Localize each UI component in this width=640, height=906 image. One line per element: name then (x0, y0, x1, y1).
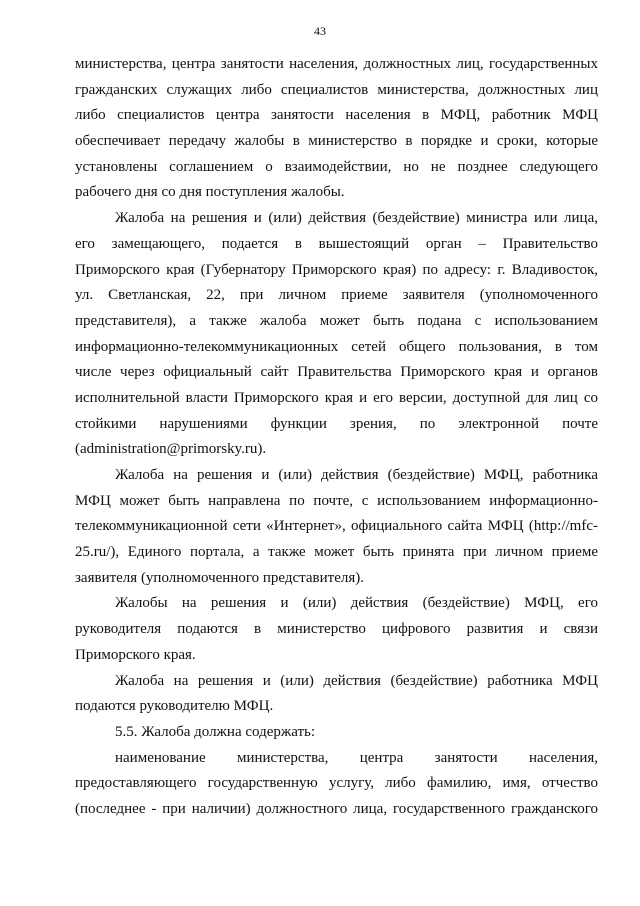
text-line: рабочего дня со дня поступления жалобы. (75, 184, 345, 201)
text-line: Приморского края. (75, 646, 196, 663)
text-line: информационно-телекоммуникационных сетей общего пользования, в том (75, 338, 598, 355)
text-line: представителя), а также жалоба может быть подана с использованием (75, 312, 598, 329)
text-line: ул. Светланская, 22, при личном приеме заявителя (уполномоченного (75, 287, 598, 304)
text-line: Приморского края (Губернатору Приморского края) по адресу: г. Владивосток, (75, 261, 598, 278)
text-line: 5.5. Жалоба должна содержать: (115, 723, 316, 740)
text-line: заявителя (уполномоченного представителя). (75, 569, 365, 586)
text-line: МФЦ может быть направлена по почте, с использованием информационно- (75, 492, 598, 509)
text-line: наименование министерства, центра занятости населения, (115, 749, 598, 766)
text-line: либо специалистов центра занятости населения в МФЦ, работник МФЦ (75, 107, 598, 124)
text-line: стойкими нарушениями функции зрения, по электронной почте (75, 415, 598, 432)
text-line: Жалоба на решения и (или) действия (бездействие) МФЦ, работника (115, 467, 598, 483)
text-line: (administration@primorsky.ru). (75, 441, 267, 458)
text-line: исполнительной власти Приморского края и его версии, доступной для лиц со (75, 389, 598, 406)
text-line: Жалобы на решения и (или) действия (бездействие) МФЦ, его (115, 595, 598, 612)
text-line: обеспечивает передачу жалобы в министерство в порядке и сроки, которые (75, 133, 598, 150)
text-line: министерства, центра занятости населения, должностных лиц, государственных (75, 56, 598, 72)
text-line: Жалоба на решения и (или) действия (бездействие) министра или лица, (115, 210, 598, 227)
text-line: 25.ru/), Единого портала, а также может быть принята при личном приеме (75, 544, 598, 561)
text-line: установлены соглашением о взаимодействии, но не позднее следующего (75, 158, 598, 175)
text-line: подаются руководителю МФЦ. (75, 698, 274, 715)
text-line: гражданских служащих либо специалистов министерства, должностных лиц (75, 81, 598, 98)
text-line: Жалоба на решения и (или) действия (бездействие) работника МФЦ (115, 672, 598, 689)
text-line: предоставляющего государственную услугу, либо фамилию, имя, отчество (75, 775, 598, 792)
text-line: числе через официальный сайт Правительства Приморского края и органов (75, 364, 598, 381)
body-text (75, 52, 598, 823)
text-line: его замещающего, подается в вышестоящий орган – Правительство (75, 235, 598, 252)
text-line: телекоммуникационной сети «Интернет», официального сайта МФЦ (http://mfc- (75, 518, 598, 535)
text-line: руководителя подаются в министерство цифрового развития и связи (75, 621, 598, 638)
page-number: 43 (314, 24, 326, 38)
text-line: (последнее - при наличии) должностного лица, государственного гражданского (75, 800, 598, 817)
